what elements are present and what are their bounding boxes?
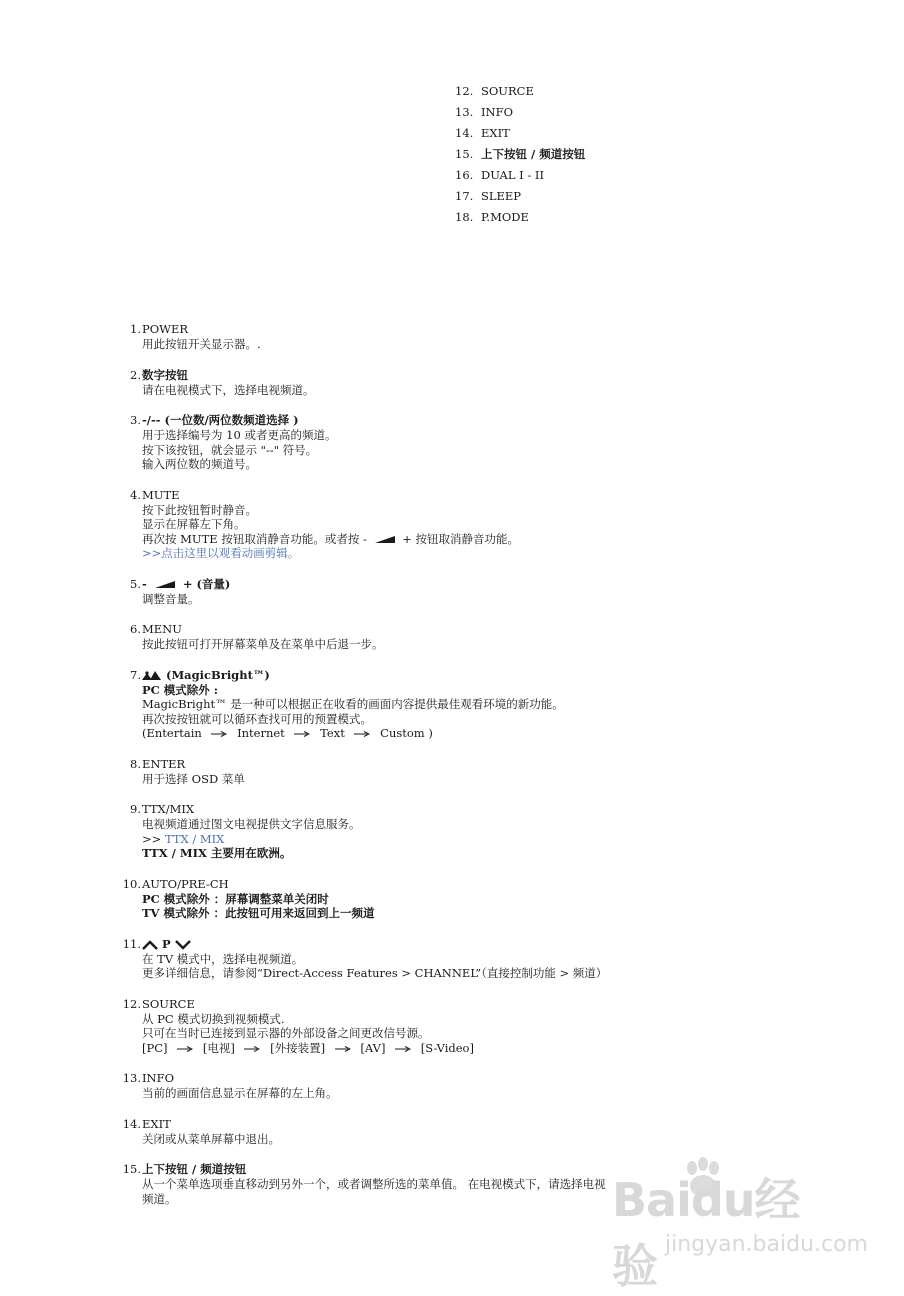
- item-number: 13.: [122, 1071, 141, 1085]
- item-title: MENU: [142, 622, 182, 636]
- source-label: [电视]: [202, 1040, 235, 1055]
- text-segment: + (音量): [182, 576, 231, 591]
- item-description: 从一个菜单选项垂直移动到另外一个，或者调整所选的菜单值。 在电视模式下，请选择电视: [142, 1177, 606, 1191]
- item-title: INFO: [142, 1071, 175, 1085]
- item-description: TTX / MIX 主要用在欧洲。: [142, 846, 292, 860]
- arrow-right-icon: [294, 731, 310, 737]
- button-description-list: [0, 322, 904, 1222]
- item-label: 上下按钮 / 频道按钮: [481, 147, 586, 161]
- item-description: 显示在屏幕左下角。: [142, 517, 246, 531]
- item-label: DUAL I - II: [481, 168, 544, 182]
- item-power: [0, 322, 904, 352]
- source-label: [S-Video]: [420, 1040, 474, 1055]
- mode-label: Internet: [237, 726, 285, 740]
- item-description: MagicBright™ 是一种可以根据正在收看的画面内容提供最佳观看环境的新功能。: [142, 697, 564, 711]
- item-description: 调整音量。: [142, 591, 200, 606]
- item-source: [0, 997, 904, 1056]
- top-list-item: [455, 105, 585, 126]
- item-description: 当前的画面信息显示在屏幕的左上角。: [142, 1086, 338, 1100]
- item-description: 再次按按钮就可以循环查找可用的预置模式。: [142, 711, 372, 726]
- item-volume: [0, 577, 904, 607]
- ttx-mix-link[interactable]: TTX / MIX: [164, 831, 225, 846]
- item-description: 用于选择编号为 10 或者更高的频道。: [142, 428, 337, 442]
- top-list-item: [455, 147, 585, 168]
- item-description: 用此按钮开关显示器。.: [142, 337, 261, 351]
- item-description: 输入两位数的频道号。: [142, 457, 257, 471]
- item-description: 从 PC 模式切换到视频模式.: [142, 1011, 285, 1026]
- item-number: 11.: [122, 936, 141, 951]
- item-number: 8.: [130, 756, 141, 771]
- item-description: 电视频道通过图文电视提供文字信息服务。: [142, 817, 361, 831]
- item-number: 7.: [130, 667, 141, 682]
- item-enter: [0, 757, 904, 787]
- mode-label: (Entertain: [142, 726, 202, 740]
- top-list-item: [455, 168, 585, 189]
- item-title: TTX/MIX: [142, 802, 195, 816]
- item-label: EXIT: [481, 126, 510, 140]
- item-label: SOURCE: [481, 84, 534, 98]
- mode-label: Text: [320, 726, 345, 740]
- item-description: 只可在当时已连接到显示器的外部设备之间更改信号源。: [142, 1026, 430, 1040]
- item-title: [142, 668, 904, 683]
- item-title: MUTE: [142, 487, 180, 502]
- item-number: 17.: [455, 189, 474, 203]
- item-number: 18.: [455, 210, 474, 224]
- item-menu: [0, 622, 904, 652]
- item-mute: [0, 488, 904, 561]
- text-segment: >>: [142, 831, 162, 846]
- item-description: 按下该按钮，就会显示 "--" 符号。: [142, 442, 318, 457]
- text-segment: (MagicBright™): [166, 667, 270, 682]
- item-title: EXIT: [142, 1116, 171, 1131]
- item-title: POWER: [142, 322, 189, 336]
- top-list-item: [455, 189, 585, 210]
- item-description: 请在电视模式下，选择电视频道。: [142, 382, 315, 397]
- item-number: 12.: [122, 996, 141, 1011]
- source-label: [外接装置]: [270, 1040, 326, 1055]
- source-label: [AV]: [360, 1040, 386, 1055]
- text-segment: -: [142, 576, 147, 591]
- item-number: 15.: [122, 1162, 141, 1176]
- baidu-jingyan-watermark: [612, 1142, 882, 1293]
- item-title: SOURCE: [142, 996, 195, 1011]
- item-description: 按下此按钮暂时静音。: [142, 502, 257, 517]
- item-channel: [0, 937, 904, 981]
- item-label: INFO: [481, 105, 514, 119]
- arrow-right-icon: [354, 731, 370, 737]
- arrow-right-icon: [335, 1046, 351, 1052]
- text-segment: + 按钮取消静音功能。: [402, 531, 519, 546]
- text-segment: 再次按 MUTE 按钮取消静音功能。或者按 -: [142, 531, 367, 546]
- arrow-right-icon: [177, 1046, 193, 1052]
- arrow-right-icon: [244, 1046, 260, 1052]
- animation-clip-link[interactable]: >>点击这里以观看动画剪辑。: [142, 546, 300, 560]
- chevron-up-icon: [142, 940, 158, 950]
- item-number: 5.: [130, 576, 141, 591]
- item-title: [142, 937, 904, 952]
- item-number: 10.: [122, 876, 141, 891]
- mode-label: Custom ): [380, 726, 433, 740]
- item-number: 14.: [122, 1116, 141, 1131]
- item-number: 15.: [455, 147, 474, 161]
- arrow-right-icon: [395, 1046, 411, 1052]
- item-digits: [0, 368, 904, 398]
- item-label: P.MODE: [481, 210, 529, 224]
- mode-sequence: [142, 726, 904, 741]
- item-description: 关闭或从菜单屏幕中退出。: [142, 1131, 280, 1146]
- item-number: 13.: [455, 105, 474, 119]
- arrow-right-icon: [211, 731, 227, 737]
- item-number: 12.: [455, 84, 474, 98]
- item-description: 频道。: [142, 1191, 177, 1206]
- top-list-item: [455, 84, 585, 105]
- item-description: 在 TV 模式中，选择电视频道。: [142, 951, 304, 966]
- item-magicbright: [0, 668, 904, 741]
- item-number: 14.: [455, 126, 474, 140]
- source-sequence: [142, 1041, 904, 1056]
- item-title: 上下按钮 / 频道按钮: [142, 1162, 247, 1176]
- item-number: 6.: [130, 622, 141, 636]
- item-description: 按此按钮可打开屏幕菜单及在菜单中后退一步。: [142, 637, 384, 651]
- ttx-link-line: [142, 832, 904, 847]
- item-info: [0, 1071, 904, 1101]
- item-number: 2.: [130, 367, 141, 382]
- item-label: SLEEP: [481, 189, 522, 203]
- source-label: [PC]: [142, 1040, 168, 1055]
- item-title: [142, 577, 904, 592]
- item-description: 更多详细信息，请参阅“Direct-Access Features > CHANNEL”（直接控制功能 > 频道）: [142, 966, 608, 980]
- top-button-list: [455, 84, 585, 231]
- item-digit-select: [0, 413, 904, 472]
- item-title: ENTER: [142, 756, 186, 771]
- item-number: 4.: [130, 487, 141, 502]
- item-description: 用于选择 OSD 菜单: [142, 771, 245, 786]
- volume-icon: [155, 581, 175, 588]
- item-title: -/-- (一位数/两位数频道选择 ): [142, 413, 299, 427]
- item-auto-pre-ch: [0, 877, 904, 921]
- item-title: AUTO/PRE-CH: [142, 876, 229, 891]
- text-segment: P: [162, 936, 171, 951]
- top-list-item: [455, 126, 585, 147]
- watermark-url: jingyan.baidu.com: [664, 1232, 868, 1257]
- item-description: PC 模式除外 :: [142, 682, 219, 697]
- item-number: 1.: [130, 322, 141, 336]
- watermark-logo: Baidu经验: [612, 1173, 800, 1293]
- top-list-item: [455, 210, 585, 231]
- item-number: 16.: [455, 168, 474, 182]
- item-description: [142, 532, 904, 547]
- item-number: 3.: [130, 413, 141, 427]
- item-ttx-mix: [0, 802, 904, 861]
- chevron-down-icon: [175, 940, 191, 950]
- item-description: PC 模式除外 ：屏幕调整菜单关闭时: [142, 891, 329, 906]
- item-description: TV 模式除外 ：此按钮可用来返回到上一频道: [142, 906, 375, 920]
- item-number: 9.: [130, 802, 141, 816]
- item-title: 数字按钮: [142, 367, 188, 382]
- volume-icon: [375, 536, 395, 543]
- magicbright-icon: [142, 671, 162, 680]
